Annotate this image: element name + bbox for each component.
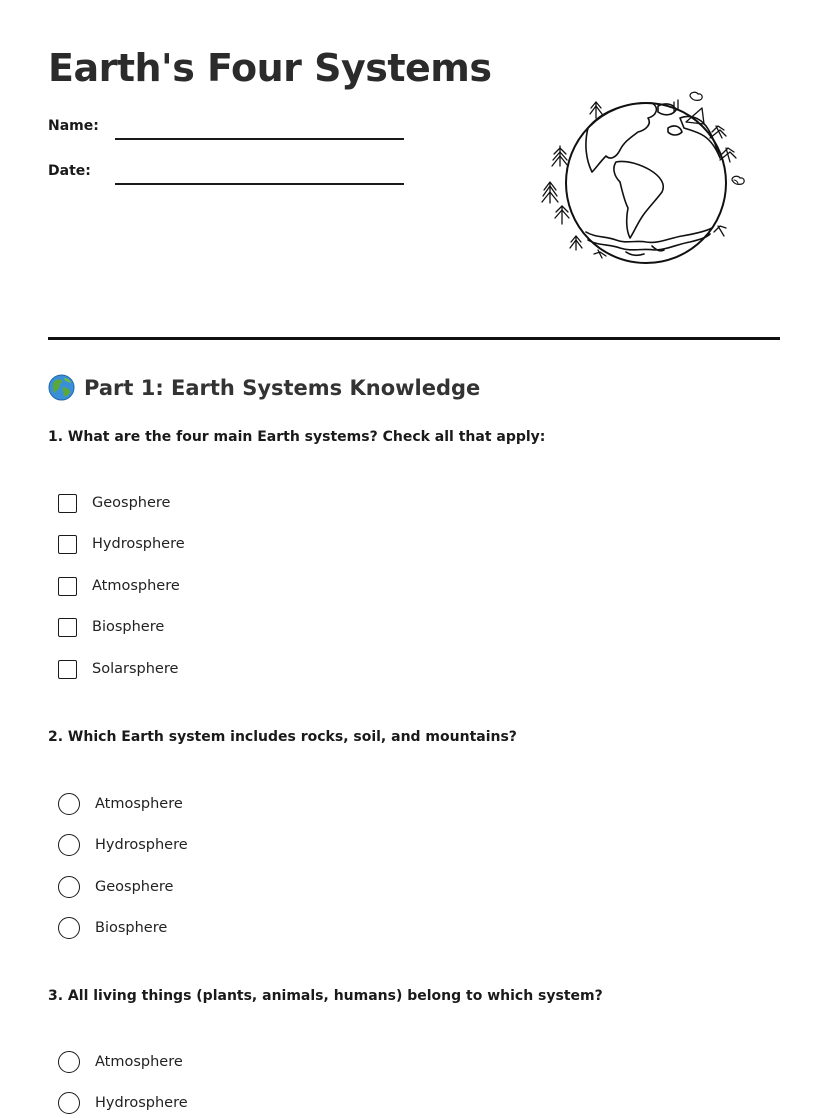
q1-option-solarsphere[interactable] [58,657,178,681]
q2-option-biosphere[interactable] [58,916,167,940]
q1-checkbox[interactable] [58,494,77,513]
option-label: Biosphere [92,619,165,635]
option-label: Atmosphere [95,796,183,812]
date-field[interactable] [48,163,408,193]
option-label: Biosphere [95,920,168,936]
q1-checkbox[interactable] [58,535,77,554]
q1-option-biosphere[interactable] [58,615,164,639]
q2-option-atmosphere[interactable] [58,792,183,816]
q2-radio[interactable] [58,917,80,939]
worksheet-title: Earth's Four Systems [48,46,492,90]
q1-checkbox[interactable] [58,577,77,596]
q1-option-geosphere[interactable] [58,491,170,515]
q2-radio[interactable] [58,793,80,815]
option-label: Atmosphere [92,578,180,594]
option-label: Hydrosphere [95,1095,188,1111]
date-line[interactable] [115,183,404,185]
q3-radio[interactable] [58,1051,80,1073]
q1-checkbox[interactable] [58,660,77,679]
part1-heading [48,374,480,401]
section-divider [48,337,780,340]
q3-option-atmosphere[interactable] [58,1050,183,1074]
name-line[interactable] [115,138,404,140]
option-label: Geosphere [92,495,171,511]
option-label: Solarsphere [92,661,179,677]
q3-option-hydrosphere[interactable] [58,1091,188,1115]
date-label: Date: [48,163,91,179]
globe-illustration [540,88,750,268]
earth-globe-icon [48,374,75,401]
option-label: Hydrosphere [95,837,188,853]
q2-radio[interactable] [58,834,80,856]
q1-checkbox[interactable] [58,618,77,637]
q3-radio[interactable] [58,1092,80,1114]
q1-option-hydrosphere[interactable] [58,532,185,556]
option-label: Hydrosphere [92,536,185,552]
option-label: Geosphere [95,879,174,895]
q2-option-hydrosphere[interactable] [58,833,188,857]
q2-option-geosphere[interactable] [58,875,173,899]
name-label: Name: [48,118,99,134]
q2-radio[interactable] [58,876,80,898]
q1-option-atmosphere[interactable] [58,574,180,598]
question-3: 3. All living things (plants, animals, humans) belong to which system? [48,988,603,1004]
question-2: 2. Which Earth system includes rocks, soil, and mountains? [48,729,517,745]
part1-heading-text: Part 1: Earth Systems Knowledge [84,375,481,400]
option-label: Atmosphere [95,1054,183,1070]
name-field[interactable] [48,118,408,148]
question-1: 1. What are the four main Earth systems? Check all that apply: [48,429,546,445]
